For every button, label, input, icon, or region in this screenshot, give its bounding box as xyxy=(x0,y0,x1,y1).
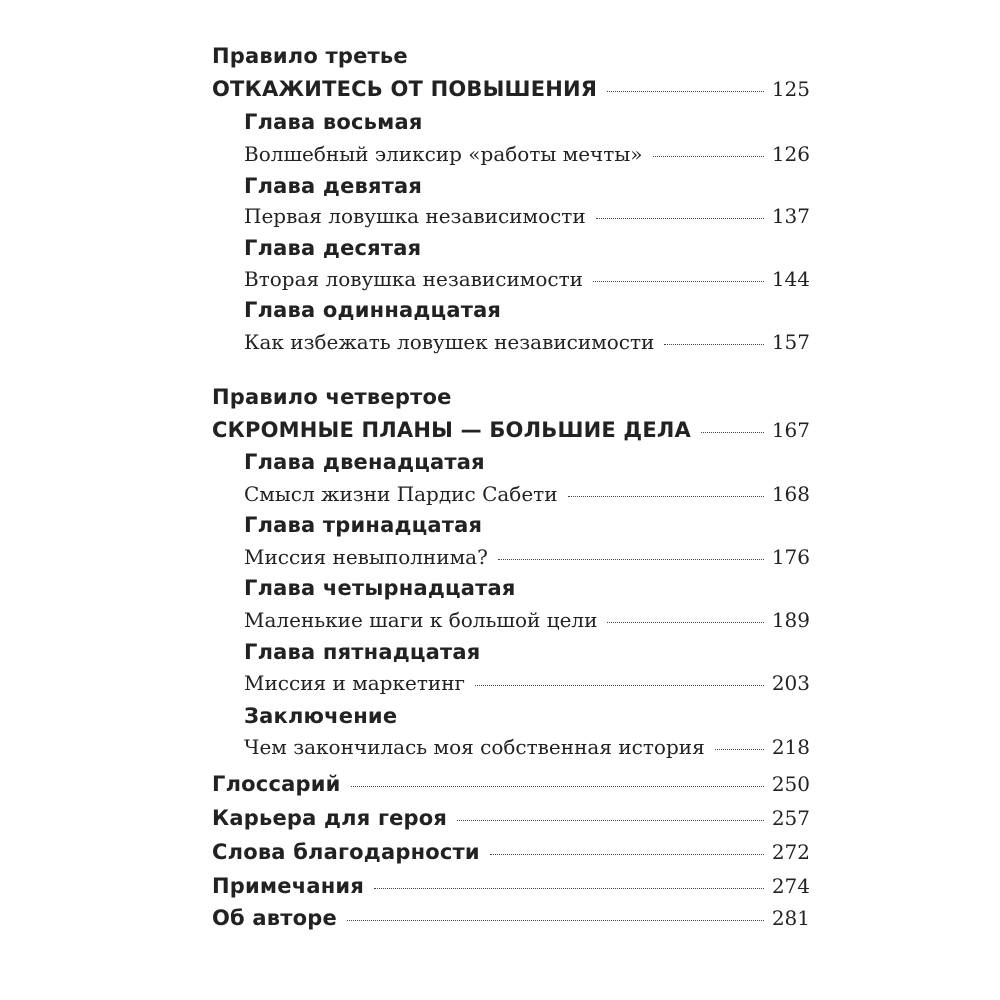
dot-leader xyxy=(498,559,764,560)
back-matter-title: Карьера для героя xyxy=(212,806,448,830)
page-number: 189 xyxy=(771,608,810,632)
page-number: 203 xyxy=(771,671,810,695)
toc-entry xyxy=(244,545,810,569)
page-number: 250 xyxy=(771,772,810,796)
toc-entry xyxy=(244,142,810,166)
chapter-title: Миссия и маркетинг xyxy=(244,671,466,695)
chapter-label xyxy=(244,298,501,322)
dot-leader xyxy=(568,496,764,497)
page-number: 176 xyxy=(771,545,810,569)
part-label-text: Правило четвертое xyxy=(212,385,452,409)
chapter-title: Чем закончилась моя собственная история xyxy=(244,735,705,759)
dot-leader xyxy=(457,820,764,821)
dot-leader xyxy=(607,91,764,92)
chapter-label xyxy=(244,513,482,537)
dot-leader xyxy=(351,786,764,787)
chapter-label-text: Глава пятнадцатая xyxy=(244,640,481,664)
chapter-label xyxy=(244,174,422,198)
page-number: 126 xyxy=(771,142,810,166)
page-number: 144 xyxy=(771,267,810,291)
chapter-title: Вторая ловушка независимости xyxy=(244,267,583,291)
dot-leader xyxy=(701,432,764,433)
toc-entry xyxy=(212,840,810,864)
chapter-label xyxy=(244,236,421,260)
dot-leader xyxy=(664,344,763,345)
page-number: 137 xyxy=(771,204,810,228)
dot-leader xyxy=(715,749,764,750)
toc-entry xyxy=(244,671,810,695)
toc-entry xyxy=(244,735,810,759)
dot-leader xyxy=(593,281,764,282)
chapter-label xyxy=(244,576,516,600)
page-number: 168 xyxy=(771,482,810,506)
page-number: 125 xyxy=(771,77,810,101)
page-number: 272 xyxy=(771,840,810,864)
chapter-label-text: Глава девятая xyxy=(244,174,423,198)
chapter-label xyxy=(244,704,397,728)
chapter-label-text: Глава десятая xyxy=(244,236,422,260)
chapter-title: Смысл жизни Пардис Сабети xyxy=(244,482,558,506)
part-title: ОТКАЖИТЕСЬ ОТ ПОВЫШЕНИЯ xyxy=(212,77,598,101)
part-label xyxy=(212,44,408,68)
part-label xyxy=(212,385,452,409)
toc-entry xyxy=(212,772,810,796)
toc-entry xyxy=(244,204,810,228)
dot-leader xyxy=(607,622,763,623)
chapter-label xyxy=(244,450,485,474)
page-number: 281 xyxy=(771,906,810,930)
chapter-title: Как избежать ловушек независимости xyxy=(244,330,655,354)
chapter-title: Маленькие шаги к большой цели xyxy=(244,608,598,632)
dot-leader xyxy=(596,218,764,219)
back-matter-title: Примечания xyxy=(212,874,365,898)
chapter-label-text: Глава тринадцатая xyxy=(244,513,483,537)
page-number: 274 xyxy=(771,874,810,898)
page-number: 157 xyxy=(771,330,810,354)
chapter-label xyxy=(244,640,480,664)
toc-entry xyxy=(212,77,810,101)
page-number: 167 xyxy=(771,418,810,442)
chapter-label-text: Глава четырнадцатая xyxy=(244,576,516,600)
dot-leader xyxy=(374,888,764,889)
dot-leader xyxy=(490,854,764,855)
dot-leader xyxy=(653,156,764,157)
chapter-label-text: Глава двенадцатая xyxy=(244,450,485,474)
toc-entry xyxy=(244,330,810,354)
back-matter-title: Глоссарий xyxy=(212,772,341,796)
toc-entry xyxy=(244,267,810,291)
chapter-label-text: Заключение xyxy=(244,704,398,728)
chapter-title: Первая ловушка независимости xyxy=(244,204,586,228)
chapter-title: Миссия невыполнима? xyxy=(244,545,488,569)
toc-entry xyxy=(244,482,810,506)
toc-entry xyxy=(212,418,810,442)
page-number: 257 xyxy=(771,806,810,830)
part-title: СКРОМНЫЕ ПЛАНЫ — БОЛЬШИЕ ДЕЛА xyxy=(212,418,691,442)
chapter-title: Волшебный эликсир «работы мечты» xyxy=(244,142,643,166)
dot-leader xyxy=(475,685,764,686)
toc-entry xyxy=(212,906,810,930)
back-matter-title: Слова благодарности xyxy=(212,840,480,864)
back-matter-title: Об авторе xyxy=(212,906,337,930)
part-label-text: Правило третье xyxy=(212,44,408,68)
chapter-label-text: Глава восьмая xyxy=(244,110,423,134)
toc-entry xyxy=(212,874,810,898)
toc-entry xyxy=(212,806,810,830)
dot-leader xyxy=(347,920,764,921)
chapter-label-text: Глава одиннадцатая xyxy=(244,298,502,322)
page-number: 218 xyxy=(771,735,810,759)
chapter-label xyxy=(244,110,423,134)
toc-entry xyxy=(244,608,810,632)
